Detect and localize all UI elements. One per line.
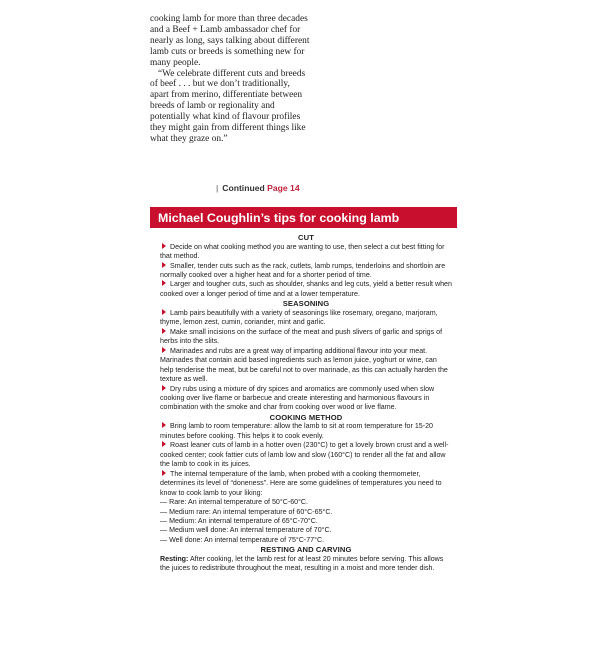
article-column	[150, 14, 310, 145]
section-heading-seasoning: SEASONING	[282, 299, 330, 309]
doneness-item: — Medium: An internal temperature of 65°C-70°C.	[160, 517, 318, 526]
tip-item: Larger and tougher cuts, such as shoulder, shanks and leg cuts, yield a better result when cooked over a longer period of time and at a lower temperature.	[160, 280, 452, 298]
doneness-item: — Rare: An internal temperature of 50°C-60°C.	[160, 498, 309, 507]
bullet-triangle-icon	[162, 347, 166, 353]
bullet-triangle-icon	[162, 328, 166, 334]
section-heading-resting: RESTING AND CARVING	[260, 545, 352, 555]
bullet-triangle-icon	[162, 422, 166, 428]
continued-page: Page 14	[267, 183, 300, 193]
resting-paragraph	[160, 555, 452, 574]
resting-text: After cooking, let the lamb rest for at least 20 minutes before serving. This allows the juices to redistribute throughout the meat, resulting in a moist and more tender dish.	[160, 554, 444, 573]
tip-item: The internal temperature of the lamb, when probed with a cooking thermometer, determines its level of “doneness”. Here are some guidelines of temperatures you need to know to cook lamb to your liking:	[160, 469, 442, 497]
tip-item: Smaller, tender cuts such as the rack, cutlets, lamb rumps, tenderloins and shortloin are normally cooked over a higher heat and for a shorter period of time.	[160, 261, 446, 279]
tip-item: Make small incisions on the surface of the meat and push slivers of garlic and sprigs of herbs into the slits.	[160, 327, 443, 346]
doneness-item: — Medium well done: An internal temperature of 70°C.	[160, 526, 332, 535]
article-quote-paragraph: “We celebrate different cuts and breeds of beef . . . but we don’t traditionally, apart from merino, differentiate between breeds of lamb or regionality and potentially what kind of flavour profiles they might gain from different things like what they graze on.”	[150, 68, 306, 144]
article-paragraph: cooking lamb for more than three decades and a Beef + Lamb ambassador chef for nearly as long, says talking about different lamb cuts or breeds is something new for many people.	[150, 14, 310, 68]
bullet-triangle-icon	[162, 243, 166, 249]
bullet-triangle-icon	[162, 309, 166, 315]
bullet-triangle-icon	[162, 280, 166, 286]
tip-item: Dry rubs using a mixture of dry spices and aromatics are commonly used when slow cooking over live flame or barbecue and create interesting and harmonious flavours in combination with the smoke and char from cooking over wood or live flame.	[160, 384, 435, 412]
resting-label: Resting:	[160, 554, 189, 563]
section-heading-cut: CUT	[298, 233, 314, 242]
tip-item: Roast leaner cuts of lamb in a hotter oven (230°C) to get a lovely brown crust and a well-cooked center; cook fattier cuts of lamb low and slow (160°C) to render all the fat and allow the lamb to cook in its juices.	[160, 441, 449, 469]
tips-title: Michael Coughlin’s tips for cooking lamb	[158, 210, 400, 225]
continued-link[interactable]	[216, 183, 300, 193]
tip-item: Lamb pairs beautifully with a variety of seasonings like rosemary, oregano, marjoram, thyme, lemon zest, cumin, coriander, mint and garlic.	[160, 308, 438, 327]
doneness-item: — Medium rare: An internal temperature of 60°C-65°C.	[160, 507, 333, 516]
continued-separator: |	[216, 183, 219, 193]
tip-item: Marinades and rubs are a great way of imparting additional flavour into your meat. Marinades that contain acid based ingredients such as lemon juice, yoghurt or wine, can help tenderise the meat, but be careful not to over marinade, as this can actually harden the texture as well.	[160, 346, 448, 384]
tip-item: Bring lamb to room temperature: allow the lamb to sit at room temperature for 15-20 minutes before cooking. This helps it to cook evenly.	[160, 422, 433, 440]
bullet-triangle-icon	[162, 262, 166, 268]
bullet-triangle-icon	[162, 441, 166, 447]
tips-box	[160, 233, 452, 574]
bullet-triangle-icon	[162, 385, 166, 391]
doneness-item: — Well done: An internal temperature of 75°C-77°C.	[160, 535, 325, 544]
tips-header	[150, 207, 457, 228]
tip-item: Decide on what cooking method you are wanting to use, then select a cut best fitting for that method.	[160, 242, 445, 261]
section-heading-cooking-method: COOKING METHOD	[269, 412, 343, 422]
continued-label: Continued	[222, 183, 265, 193]
bullet-triangle-icon	[162, 470, 166, 476]
